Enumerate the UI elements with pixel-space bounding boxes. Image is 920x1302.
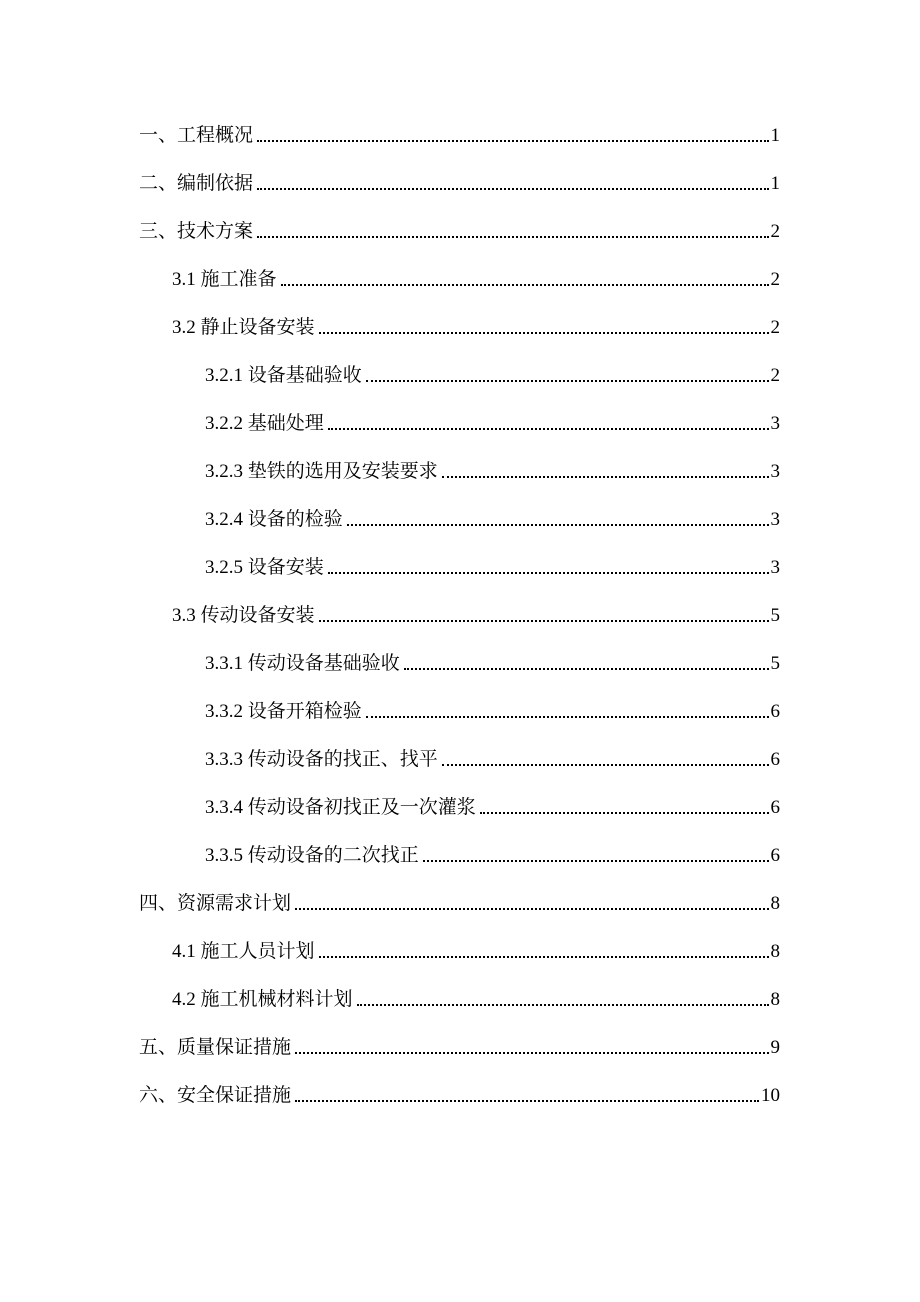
toc-entry[interactable] [205, 358, 780, 388]
toc-dot-leader [281, 284, 769, 286]
toc-entry-title: 3.2.5 设备安装 [205, 557, 324, 578]
toc-entry-page: 2 [770, 221, 780, 242]
toc-entry-page: 6 [770, 749, 780, 770]
toc-dot-leader [328, 572, 769, 574]
toc-entry-title: 3.3.4 传动设备初找正及一次灌浆 [205, 797, 476, 818]
toc-entry[interactable] [139, 1078, 780, 1108]
toc-entry-title: 二、编制依据 [139, 173, 254, 194]
toc-dot-leader [328, 428, 769, 430]
toc-entry[interactable] [205, 742, 780, 772]
toc-entry-title: 3.3.2 设备开箱检验 [205, 701, 362, 722]
toc-entry[interactable] [205, 550, 780, 580]
toc-dot-leader [319, 956, 769, 958]
toc-entry-title: 3.2.2 基础处理 [205, 413, 324, 434]
toc-entry[interactable] [139, 118, 780, 148]
toc-entry-page: 3 [770, 509, 780, 530]
toc-entry[interactable] [139, 166, 780, 196]
toc-entry-page: 3 [770, 413, 780, 434]
toc-dot-leader [366, 716, 769, 718]
toc-dot-leader [442, 476, 769, 478]
toc-entry[interactable] [205, 646, 780, 676]
toc-entry[interactable] [205, 694, 780, 724]
toc-dot-leader [319, 332, 769, 334]
toc-dot-leader [257, 140, 768, 142]
toc-entry-title: 3.1 施工准备 [172, 269, 277, 290]
toc-entry-page: 2 [770, 365, 780, 386]
toc-entry-title: 四、资源需求计划 [139, 893, 292, 914]
toc-entry-title: 4.1 施工人员计划 [172, 941, 315, 962]
toc-entry[interactable] [172, 598, 780, 628]
toc-entry[interactable] [172, 982, 780, 1012]
toc-entry[interactable] [139, 1030, 780, 1060]
toc-entry-page: 3 [770, 461, 780, 482]
toc-entry-page: 2 [770, 269, 780, 290]
toc-dot-leader [442, 764, 769, 766]
toc-dot-leader [295, 908, 768, 910]
toc-entry-title: 3.2.4 设备的检验 [205, 509, 343, 530]
toc-entry-title: 3.2 静止设备安装 [172, 317, 315, 338]
toc-entry-title: 3.3.3 传动设备的找正、找平 [205, 749, 438, 770]
toc-entry-title: 三、技术方案 [139, 221, 254, 242]
toc-entry-page: 5 [770, 653, 780, 674]
toc-entry-title: 3.2.3 垫铁的选用及安装要求 [205, 461, 438, 482]
toc-entry[interactable] [139, 214, 780, 244]
toc-entry-page: 1 [770, 173, 780, 194]
toc-dot-leader [357, 1004, 769, 1006]
toc-dot-leader [347, 524, 769, 526]
toc-entry[interactable] [139, 886, 780, 916]
toc-entry[interactable] [205, 454, 780, 484]
toc-entry-title: 3.2.1 设备基础验收 [205, 365, 362, 386]
toc-entry[interactable] [205, 406, 780, 436]
toc-dot-leader [366, 380, 769, 382]
toc-entry-page: 8 [770, 893, 780, 914]
toc-entry-page: 6 [770, 845, 780, 866]
toc-entry[interactable] [172, 310, 780, 340]
toc-entry-title: 一、工程概况 [139, 125, 254, 146]
toc-entry-page: 9 [770, 1037, 780, 1058]
toc-dot-leader [295, 1052, 768, 1054]
toc-entry[interactable] [205, 838, 780, 868]
toc-entry-page: 10 [761, 1085, 780, 1106]
toc-entry-page: 6 [770, 701, 780, 722]
toc-entry-title: 六、安全保证措施 [139, 1085, 292, 1106]
toc-dot-leader [480, 812, 769, 814]
toc-entry[interactable] [205, 790, 780, 820]
toc-dot-leader [257, 188, 768, 190]
toc-entry[interactable] [172, 934, 780, 964]
toc-dot-leader [319, 620, 769, 622]
toc-entry-page: 2 [770, 317, 780, 338]
toc-entry-title: 3.3.5 传动设备的二次找正 [205, 845, 419, 866]
toc-entry-page: 8 [770, 941, 780, 962]
toc-dot-leader [404, 668, 769, 670]
toc-dot-leader [423, 860, 769, 862]
toc-entry[interactable] [172, 262, 780, 292]
toc-entry-title: 3.3 传动设备安装 [172, 605, 315, 626]
toc-entry-page: 1 [770, 125, 780, 146]
toc-entry-title: 4.2 施工机械材料计划 [172, 989, 353, 1010]
toc-dot-leader [257, 236, 768, 238]
toc-entry[interactable] [205, 502, 780, 532]
toc-entry-page: 3 [770, 557, 780, 578]
toc-entry-title: 五、质量保证措施 [139, 1037, 292, 1058]
toc-entry-page: 6 [770, 797, 780, 818]
toc-entry-page: 5 [770, 605, 780, 626]
toc-entry-title: 3.3.1 传动设备基础验收 [205, 653, 400, 674]
toc-dot-leader [295, 1100, 759, 1102]
toc-entry-page: 8 [770, 989, 780, 1010]
